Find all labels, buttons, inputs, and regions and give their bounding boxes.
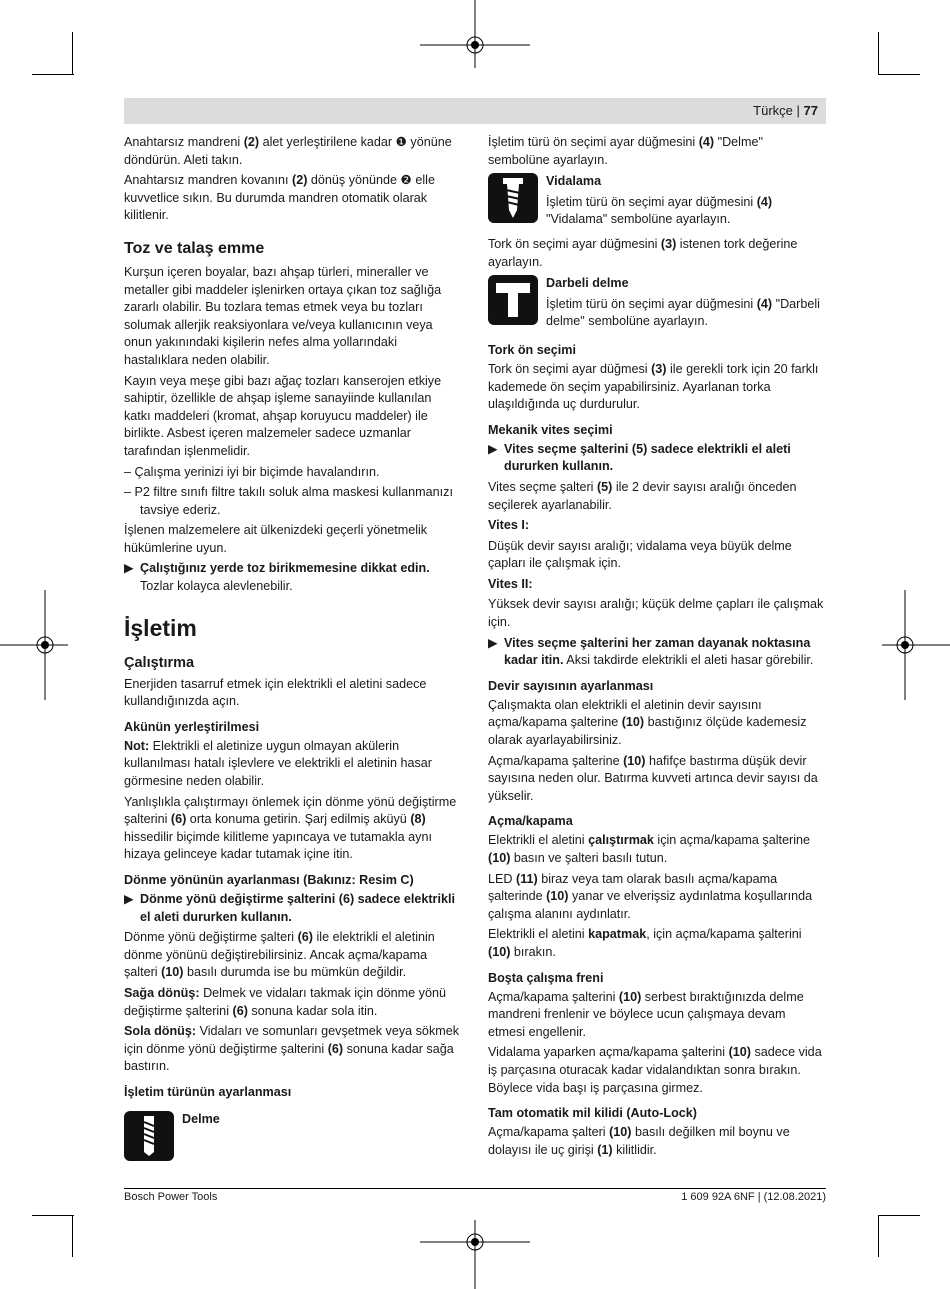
registration-mark-icon bbox=[0, 590, 70, 700]
crop-mark bbox=[878, 32, 879, 74]
registration-mark-icon bbox=[880, 590, 950, 700]
hammer-icon bbox=[488, 275, 538, 325]
paragraph: Sağa dönüş: Delmek ve vidaları takmak için dönme yönü değiştirme şalterini (6) sonuna kadar sola itin. bbox=[124, 985, 446, 1018]
section-heading: Toz ve talaş emme bbox=[124, 239, 265, 257]
crop-mark bbox=[72, 32, 73, 74]
paragraph: Tork ön seçimi ayar düğmesi (3) ile gerekli tork için 20 farklı kademede ön seçim yapabilirsiniz. Ayarlanan torka ulaşıldığında uç durdurulur. bbox=[488, 361, 819, 412]
crop-mark bbox=[72, 1215, 73, 1257]
crop-mark bbox=[878, 1215, 920, 1216]
crop-mark bbox=[32, 74, 74, 75]
warning-item: ▶ Vites seçme şalterini her zaman dayanak noktasına kadar itin. Aksi takdirde elektrikli el aleti hasar görebilir. bbox=[488, 635, 814, 668]
header-language bbox=[753, 103, 818, 118]
footer-brand: Bosch Power Tools bbox=[124, 1191, 218, 1203]
mode-drill-row bbox=[124, 1111, 460, 1161]
drill-bit-icon bbox=[124, 1111, 174, 1161]
header-separator: | bbox=[796, 103, 800, 118]
crop-mark bbox=[32, 1215, 74, 1216]
crop-mark bbox=[878, 1215, 879, 1257]
paragraph: Açma/kapama şalteri (10) basılı değilken mil boynu ve dolayısı ile uç girişi (1) kilitlidir. bbox=[488, 1125, 790, 1157]
warning-item: ▶ Dönme yönü değiştirme şalterini (6) sadece elektrikli el aleti dururken kullanın. bbox=[124, 892, 455, 924]
paragraph: LED (11) biraz veya tam olarak basılı açma/kapama şalterinde (10) yanar ve elverişsiz aydınlatma koşullarında çalışma alanını aydınlatır. bbox=[488, 871, 813, 921]
subsection-heading: Tam otomatik mil kilidi (Auto-Lock) bbox=[488, 1106, 697, 1121]
paragraph: Açma/kapama şalterine (10) hafifçe bastırma düşük devir sayısına neden olur. Batırma kuvveti artınca devir sayısı da yükselir. bbox=[488, 753, 818, 803]
subsection-heading: Devir sayısının ayarlanması bbox=[488, 678, 654, 693]
mode-impact-row bbox=[488, 275, 826, 334]
section-heading: Çalıştırma bbox=[124, 654, 195, 671]
arrow-icon: ▶ bbox=[124, 561, 134, 576]
paragraph: İşletim türü ön seçimi ayar düğmesini (4) "Delme" sembolüne ayarlayın. bbox=[488, 135, 763, 167]
paragraph: Dönme yönü değiştirme şalteri (6) ile elektrikli el aletinin dönme yönünü değiştirebilirsiniz. Ancak açma/kapama şalteri (10) basılı durumda ise bu mümkün değildir. bbox=[124, 930, 435, 980]
subsection-heading: Tork ön seçimi bbox=[488, 342, 576, 357]
warning-item: ▶ Vites seçme şalterini (5) sadece elektrikli el aleti dururken kullanın. bbox=[488, 441, 791, 474]
paragraph: Düşük devir sayısı aralığı; vidalama veya büyük delme çapları ile çalışmak için. bbox=[488, 538, 792, 571]
paragraph: İşlenen malzemelere ait ülkenizdeki geçerli yönetmelik hükümlerine uyun. bbox=[124, 523, 428, 555]
chapter-heading: İşletim bbox=[124, 614, 197, 641]
crop-mark bbox=[878, 74, 920, 75]
paragraph: İşletim türü ön seçimi ayar düğmesini (4) "Vidalama" sembolüne ayarlayın. bbox=[546, 194, 773, 227]
left-column bbox=[124, 134, 460, 1165]
paragraph: Not: Elektrikli el aletinize uygun olmayan akülerin kullanılması hatalı işlevlere ve elektrikli el aletinin hasar görmesine neden olabilir. bbox=[124, 738, 432, 789]
subsection-heading: Dönme yönünün ayarlanması (Bakınız: Resim C) bbox=[124, 873, 414, 887]
paragraph: Tork ön seçimi ayar düğmesini (3) istenen tork değerine ayarlayın. bbox=[488, 236, 798, 269]
paragraph: Vidalama yaparken açma/kapama şalterini (10) sadece vida iş parçasına oturacak kadar vidalandıktan sonra bırakın. Böylece vida başı iş parçasına girmez. bbox=[488, 1045, 822, 1095]
mode-label: Darbeli delme bbox=[546, 276, 629, 291]
mode-label: Vidalama bbox=[546, 174, 602, 189]
registration-mark-icon bbox=[420, 1220, 530, 1289]
registration-mark-icon bbox=[420, 0, 530, 70]
paragraph: Anahtarsız mandreni (2) alet yerleştirilene kadar ❶ yönüne döndürün. Aleti takın. bbox=[124, 135, 452, 167]
page-header bbox=[124, 98, 826, 124]
paragraph: Sola dönüş: Vidaları ve somunları gevşetmek veya sökmek için dönme yönü değiştirme şalterini (6) sonuna kadar sağa bastırın. bbox=[124, 1024, 460, 1074]
page-number: 77 bbox=[803, 103, 818, 118]
arrow-icon: ▶ bbox=[124, 892, 134, 906]
subsection-heading: Açma/kapama bbox=[488, 814, 573, 829]
subsection-heading: Akünün yerleştirilmesi bbox=[124, 719, 260, 734]
subsection-heading: Mekanik vites seçimi bbox=[488, 422, 613, 437]
paragraph: Elektrikli el aletini kapatmak, için açma/kapama şalterini (10) bırakın. bbox=[488, 927, 802, 959]
list-item: – P2 filtre sınıfı filtre takılı soluk alma maskesi kullanmanızı tavsiye ederiz. bbox=[124, 485, 453, 517]
paragraph: Çalışmakta olan elektrikli el aletinin devir sayısını açma/kapama şalterine (10) bastığınız ölçüde kademesiz olarak ayarlayabilirsiniz. bbox=[488, 697, 807, 748]
paragraph: Açma/kapama şalterini (10) serbest bıraktığınızda delme mandreni frenlenir ve böylece ucun çalışmaya devam etmesi engellenir. bbox=[488, 989, 804, 1039]
paragraph: Anahtarsız mandren kovanını (2) dönüş yönünde ❷ elle kuvvetlice sıkın. Bu durumda mandren otomatik olarak kilitlenir. bbox=[124, 173, 435, 223]
warning-item: ▶ Çalıştığınız yerde toz birikmemesine dikkat edin. Tozlar kolayca alevlenebilir. bbox=[124, 561, 430, 594]
paragraph: Kayın veya meşe gibi bazı ağaç tozları kanserojen etkiye sahiptir, özellikle de ahşap işleme sanayiinde kullanılan katkı maddeleri (kromat, ahşap koruyucu maddeler) ile birlikte. Asbest içeren malzemeler sadece uzmanlar tarafından işlenmelidir. bbox=[124, 373, 442, 458]
paragraph: Kurşun içeren boyalar, bazı ahşap türleri, mineraller ve metaller gibi maddeler işlenirken ortaya çıkan toz sağlığa zararlı olabilir. Bu tozlara temas etmek veya bu tozları solumak allerjik reaksiyonlara ve/veya kullanıcının veya onun yakınındaki kişilerin nefes alma yollarındaki hastalıklara neden olabilir. bbox=[124, 264, 442, 367]
language-label: Türkçe bbox=[753, 103, 793, 118]
paragraph: Yanlışlıkla çalıştırmayı önlemek için dönme yönü değiştirme şalterini (6) orta konuma getirin. Şarj edilmiş aküyü (8) hissedilir biçimde kilitleme yapıncaya ve tutamakla aynı hizaya gelinceye kadar tutamak içine itin. bbox=[124, 794, 457, 862]
paragraph: İşletim türü ön seçimi ayar düğmesini (4) "Darbeli delme" sembolüne ayarlayın. bbox=[546, 296, 820, 329]
arrow-icon: ▶ bbox=[488, 635, 498, 650]
screw-icon bbox=[488, 173, 538, 223]
subsection-heading: İşletim türünün ayarlanması bbox=[124, 1084, 292, 1099]
subsection-heading: Boşta çalışma freni bbox=[488, 970, 604, 985]
paragraph: Vites II: bbox=[488, 576, 533, 591]
mode-screw-row bbox=[488, 173, 826, 232]
footer-divider bbox=[124, 1188, 826, 1189]
arrow-icon: ▶ bbox=[488, 441, 498, 456]
paragraph: Yüksek devir sayısı aralığı; küçük delme çapları ile çalışmak için. bbox=[488, 597, 824, 630]
paragraph: Elektrikli el aletini çalıştırmak için açma/kapama şalterine (10) basın ve şalteri basılı tutun. bbox=[488, 833, 810, 865]
paragraph: Vites I: bbox=[488, 518, 530, 533]
right-column bbox=[488, 134, 826, 1162]
paragraph: Vites seçme şalteri (5) ile 2 devir sayısı aralığı önceden seçilerek ayarlanabilir. bbox=[488, 479, 797, 512]
list-item: – Çalışma yerinizi iyi bir biçimde havalandırın. bbox=[124, 464, 380, 479]
footer-doc-id: 1 609 92A 6NF | (12.08.2021) bbox=[681, 1191, 826, 1203]
paragraph: Enerjiden tasarruf etmek için elektrikli el aletini sadece kullandığınızda açın. bbox=[124, 676, 427, 709]
mode-label: Delme bbox=[182, 1111, 220, 1126]
